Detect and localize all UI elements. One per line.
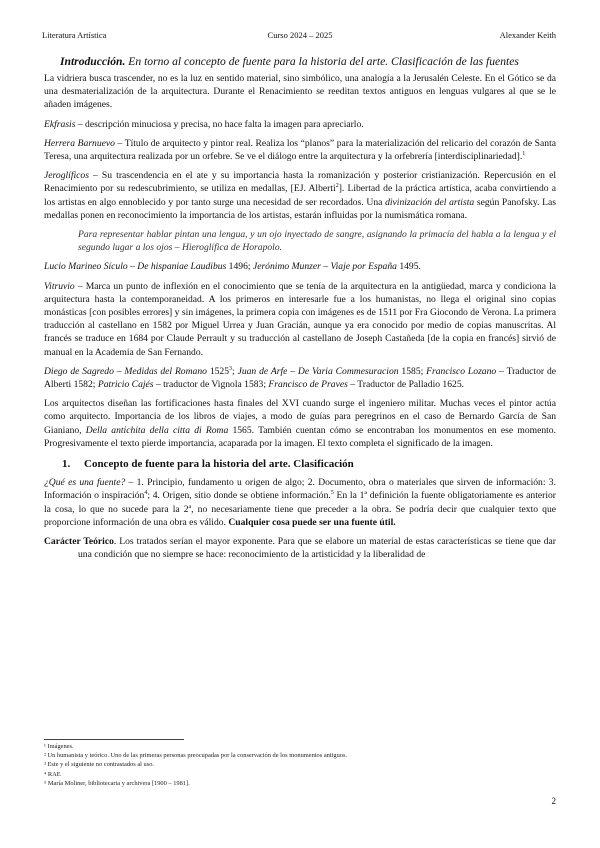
munzer-year: 1495. — [396, 261, 421, 273]
paragraph-jeroglificos — [44, 169, 556, 222]
paragraph-vitruvio — [44, 280, 556, 359]
arquitectos-text-2: 1565. También cuentan cómo se encontraban los monumentos en ese momento. Progresivamente el texto pierde importancia, acaparada por la imagen. El texto completa el significado de la imagen. — [44, 424, 556, 449]
munzer-ref: Jerónimo Munzer – Viaje por España — [252, 261, 397, 273]
arquitectos-book-title: Della antichita della citta di Roma — [85, 424, 229, 436]
footnote-ref-1[interactable]: 1 — [522, 150, 526, 157]
sagredo-year: 1525 — [206, 365, 230, 377]
footnote-ref-2[interactable]: 2 — [335, 183, 339, 190]
footnote-4: ⁴ RAE — [44, 770, 61, 778]
arquitectos-text-1: Los arquitectos diseñan las fortificaciones hasta finales del XVI cuando surge el ingeniero militar. Muchas veces el pintor actúa como arquitecto. Importancia de los libros de viajes, a modo de guías para peregrinos en el caso de Bernardo García de San Gianiano, — [44, 398, 556, 436]
caracter-teorico-text: . Los tratados serían el mayor exponente. Para que se elabore un material de estas características se tiene que dar una condición que no siempre se hace: reconocimiento de la artisticidad y la liberalidad de — [78, 536, 556, 561]
jeroglificos-italic: divinización del artista — [385, 196, 475, 208]
paragraph-vidriera: La vidriera busca trascender, no es la luz en sentido material, sino simbólico, una analogía a la Jerusalén Celeste. En el Gótico se da una desmaterialización de la arquitectura. Durante el Renacimiento se reeditan textos antiguos en lenguas vulgares al que se le añaden imágenes. — [44, 73, 556, 111]
paragraph-herrera — [44, 137, 556, 163]
footnote-ref-3[interactable]: 3 — [229, 365, 233, 372]
jeroglificos-text-1: – Su trascendencia en el ate y su importancia hasta la romanización y posterior cristianización. Repercusión en el Renacimiento por su redescubrimiento, se utiliza en medallas, [EJ. Alberti — [44, 170, 556, 195]
arfe-year: 1585; — [398, 365, 427, 377]
jeroglificos-text-3: según Panofsky. Las medallas ponen en reconocimiento la importancia de los artistas, estarán influidas por la numismática romana. — [44, 196, 556, 221]
footnote-2: ² Un humanista y teórico. Uno de las primeras personas preocupadas por la conservación de los monumentos antiguos. — [44, 752, 348, 760]
paragraph-caracter-teorico — [44, 535, 556, 561]
term-herrera: Herrera Barnuevo — [44, 137, 115, 149]
fuente-text-1: – 1. Principio, fundamento u origen de algo; 2. Documento, obra o materiales que sirven de información: 3. Información o inspiración — [44, 477, 556, 502]
term-vitruvio: Vitruvio — [44, 280, 75, 292]
separator: ; — [232, 365, 238, 377]
footnote-divider — [44, 739, 184, 740]
section-heading-text: Concepto de fuente para la historia del arte. Clasificación — [84, 458, 354, 471]
term-jeroglificos: Jeroglíficos — [44, 170, 89, 182]
header-author: Alexander Keith — [499, 30, 556, 40]
footnote-5: ⁵ María Moliner, bibliotecaria y archivera [1900 – 1981]. — [44, 779, 190, 787]
jeroglificos-text-2: ]. Libertad de la práctica artística, acaba convirtiendo a los artistas en algo ennoblecido y por tanto surge una necesidad de ser recordados. Una — [44, 183, 556, 208]
fuente-bold-conclusion: Cualquier cosa puede ser una fuente útil. — [228, 516, 396, 528]
paragraph-sagredo — [44, 365, 556, 391]
paragraph-ekfrasis — [44, 118, 556, 131]
page-body — [44, 55, 556, 568]
lozano-text: – Traductor de Alberti 1582; — [44, 365, 557, 391]
cajes-text: – traductor de Vignola 1583; — [153, 379, 269, 391]
lucio-year: 1496; — [226, 261, 253, 273]
paragraph-lucio — [44, 260, 556, 273]
footnote-1: ¹ Imágenes. — [44, 743, 74, 750]
section-title — [44, 55, 556, 69]
cajes-name: Patricio Cajés — [97, 379, 154, 391]
paragraph-arquitectos — [44, 397, 556, 450]
praves-name: Francisco de Praves — [268, 379, 348, 391]
section-heading-1 — [44, 458, 556, 471]
term-caracter-teorico: Carácter Teórico — [44, 536, 114, 548]
term-ekfrasis: Ekfrasis — [44, 118, 76, 130]
section-title-rest: En torno al concepto de fuente para la historia del arte. Clasificación de las fuentes — [125, 55, 519, 68]
paragraph-que-es-fuente — [44, 476, 556, 529]
header-course-year: Curso 2024 – 2025 — [267, 30, 333, 40]
lucio-ref: Lucio Marineo Sículo – De hispaniae Laudibus — [44, 261, 227, 273]
page-number: 2 — [551, 796, 556, 806]
footnote-ref-5[interactable]: 5 — [330, 490, 334, 497]
fuente-text-2: ; 4. Origen, sitio donde se obtiene información. — [147, 490, 331, 502]
arfe-ref: Juan de Arfe – De Varia Commesuracion — [237, 365, 399, 377]
section-title-bold: Introducción. — [60, 55, 126, 68]
fuente-text-3: En la 1ª definición la fuente obligatoriamente es anterior la cosa, lo que no sucede para la 2ª, no necesariamente tiene que preceder a la obra. Se podría decir que cualquier texto que proporcione información de una obra es válido. — [44, 490, 557, 528]
sagredo-ref: Diego de Sagredo – Medidas del Romano — [44, 365, 207, 377]
praves-text: – Traductor de Palladio 1625. — [347, 379, 465, 391]
footnote-ref-4[interactable]: 4 — [144, 490, 148, 497]
footnote-3: ³ Este y el siguiente no contrastados al uso. — [44, 761, 155, 769]
header-course-name: Literatura Artística — [42, 30, 107, 40]
herrera-text: – Título de arquitecto y pintor real. Realiza los “planos” para la materialización del relicario del corazón de Santa Teresa, una arquitectura realizada por un orfebre. Se ve el diálogo entre la arquitectura y la orfebrería [interdisciplinariedad]. — [44, 137, 556, 163]
footnotes — [44, 742, 554, 788]
question-fuente: ¿Qué es una fuente? — [44, 477, 126, 489]
section-number: 1. — [62, 458, 71, 471]
lozano-name: Francisco Lozano — [426, 365, 497, 377]
vitruvio-text: – Marca un punto de inflexión en el conocimiento que se tenía de la arquitectura en la antigüedad, marca y condiciona la arquitectura hasta la contemporaneidad. A los primeros en interesarle fue a los humanistas, no llega el original sino copias monásticas [con posibles errores] y sin imágenes, la primera copia con imágenes es de 1511 por Fra Giocondo de Verona. La primera traducción al castellano en 1582 por Miguel Urrea y Juan Gracián, aunque ya era conocido por medio de copias manuscritas. Al francés se traduce en 1684 por Claude Perrault y su traducción al castellano de Joseph Castañeda [de la copia en francés] sirvió de manual en la Academia de San Fernando. — [44, 280, 556, 358]
block-quote-horapolo: Para representar hablar pintan una lengua, y un ojo inyectado de sangre, asignando la primacía del habla a la lengua y el segundo lugar a los ojos – Hieroglífica de Horapolo. — [78, 229, 556, 254]
ekfrasis-definition: – descripción minuciosa y precisa, no hace falta la imagen para apreciarlo. — [75, 118, 364, 130]
